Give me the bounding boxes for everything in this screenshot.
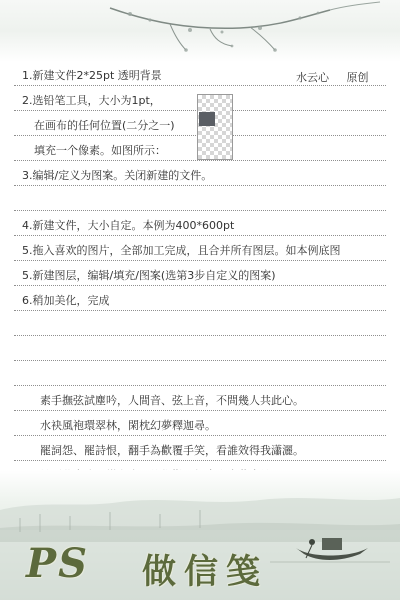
ruled-line	[14, 360, 386, 361]
author-credit	[296, 69, 383, 85]
step-1: 1.新建文件2*25pt 透明背景	[22, 69, 162, 82]
attribution-label: 原创	[346, 71, 369, 84]
step-2-line-3: 填充一个像素。如图所示：	[34, 144, 166, 157]
step-5b: 5.新建图层，编辑/填充/图案(选第3步自定义的图案)	[22, 269, 276, 282]
step-5a: 5.拖入喜欢的图片，全部加工完成，且合并所有图层。如本例底图	[22, 244, 341, 257]
ruled-line	[14, 235, 386, 236]
ruled-line	[14, 460, 386, 461]
step-3: 3.编辑/定义为图案。关闭新建的文件。	[22, 169, 213, 182]
ruled-line	[14, 185, 386, 186]
poem-line-1: 素手撫弦試塵吟，人間音、弦上音，不問幾人共此心。	[40, 394, 304, 407]
ruled-line	[14, 85, 386, 86]
ruled-line	[14, 310, 386, 311]
ruled-line	[14, 260, 386, 261]
ruled-line	[14, 385, 386, 386]
step-2-line-1: 2.选铅笔工具，大小为1pt，	[22, 94, 161, 107]
ruled-line	[14, 335, 386, 336]
filled-pixel	[199, 112, 215, 126]
ruled-line	[14, 410, 386, 411]
author-name: 水云心	[296, 71, 329, 84]
branch-illustration	[0, 0, 400, 62]
step-2-line-2: 在画布的任何位置(二分之一)	[34, 119, 175, 132]
ruled-line	[14, 160, 386, 161]
footer-ps-title: PS	[26, 540, 89, 587]
ruled-line	[14, 285, 386, 286]
top-branch-decoration	[0, 0, 400, 62]
pattern-example-image	[197, 94, 233, 160]
footer-stationery-title: 做信笺	[142, 552, 268, 592]
step-4: 4.新建文件，大小自定。本例为400*600pt	[22, 219, 235, 232]
ruled-line	[14, 210, 386, 211]
poem-line-3: 罷詞怨、罷詩恨，翻手為歡覆手笑，看誰效得我瀟灑。	[40, 444, 304, 457]
ruled-line	[14, 435, 386, 436]
step-6: 6.稍加美化，完成	[22, 294, 110, 307]
poem-line-2: 水袂風袍環翠林，閑枕幻夢釋迦尋。	[40, 419, 216, 432]
